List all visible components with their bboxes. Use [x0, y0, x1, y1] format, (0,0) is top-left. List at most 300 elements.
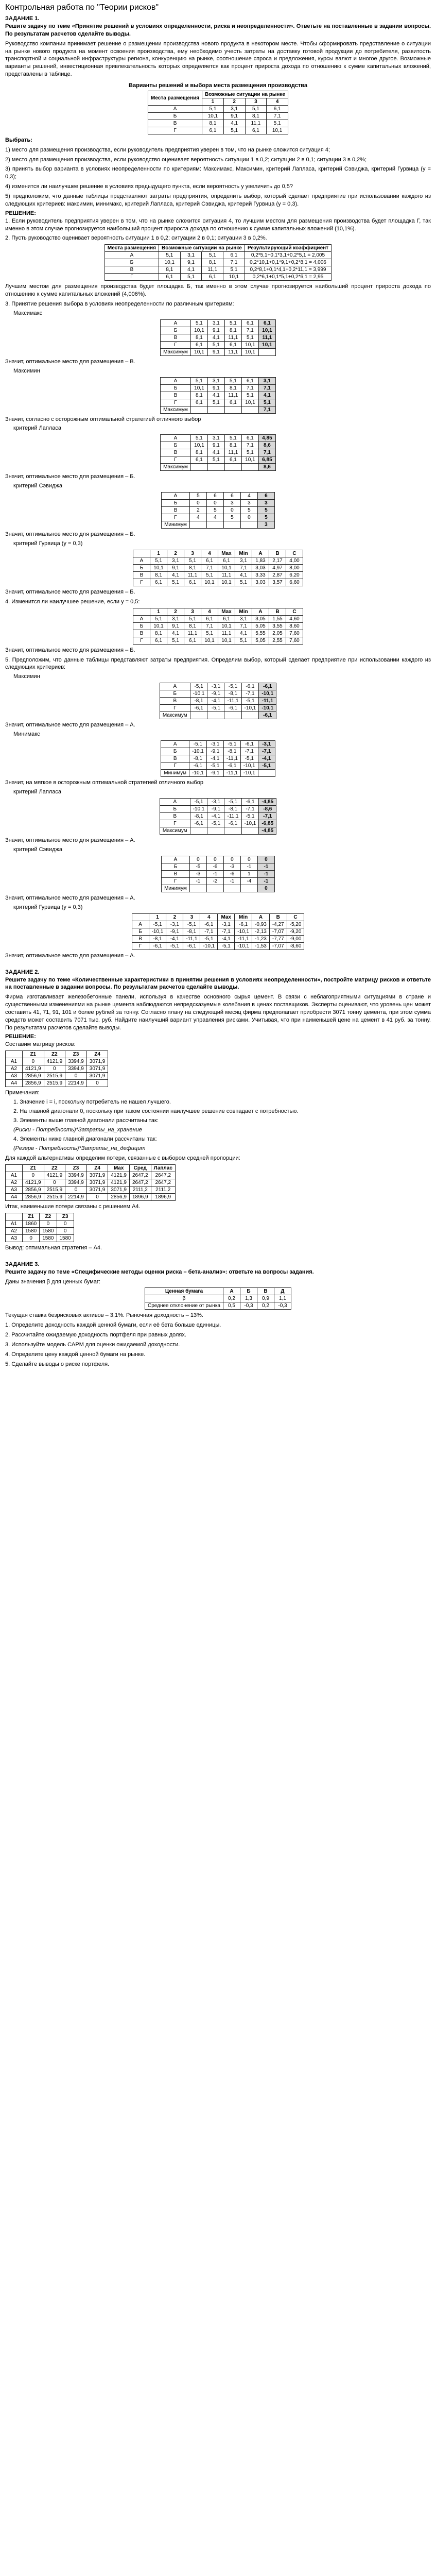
table-cell: 11,1 — [184, 572, 201, 579]
col-header: Места размещения — [104, 245, 159, 252]
table-cell: Г — [133, 579, 150, 586]
column-header: 2 — [167, 550, 184, 557]
table-cell: 11,1 — [224, 334, 241, 341]
table-row — [104, 266, 331, 274]
cost-savage-table — [161, 856, 275, 892]
table-row — [160, 820, 276, 827]
table-cell: -2,13 — [252, 928, 270, 935]
table-row — [160, 705, 276, 712]
table-cell: 7,1 — [258, 384, 275, 392]
table-cell: 0 — [86, 1080, 108, 1087]
table-cell: -8,1 — [190, 813, 207, 820]
table-row — [161, 762, 275, 770]
task3-heading: Решите задачу по теме «Специфические методы оценки риска – бета-анализ»: ответьте на вопросы задания. — [5, 1268, 314, 1275]
table-cell: 2647,2 — [129, 1172, 151, 1179]
table-cell: Г — [132, 942, 149, 950]
table-cell: 8,1 — [150, 630, 167, 637]
table-cell: 10,1 — [223, 274, 245, 281]
table-row — [161, 327, 276, 334]
table-cell: -7,07 — [269, 942, 287, 950]
table-cell: -6,1 — [241, 799, 259, 806]
table-cell: 10,1 — [218, 637, 235, 644]
table-cell: Минимум — [162, 521, 190, 529]
table-cell: 5,1 — [180, 274, 202, 281]
column-header: Z3 — [57, 1213, 74, 1220]
cost-laplace-label: критерий Лапласа — [13, 789, 62, 795]
table-cell: 5,1 — [241, 449, 258, 456]
table-cell: 11,1 — [202, 266, 223, 274]
table-cell: 2 — [189, 507, 206, 514]
table-cell: 5,1 — [241, 392, 258, 399]
table-cell: Г — [148, 127, 202, 134]
laplace-body — [161, 435, 276, 471]
table-cell: 1580 — [40, 1227, 57, 1234]
table-cell: -10,1 — [259, 690, 276, 698]
table-cell: -1 — [240, 863, 257, 870]
table-cell — [190, 464, 207, 471]
table-cell: 8,1 — [184, 622, 201, 630]
table-cell: 1860 — [23, 1220, 40, 1227]
questions-label: Выбрать: — [5, 137, 32, 143]
table-cell: 6,1 — [150, 637, 167, 644]
table-cell: -11,1 — [223, 755, 240, 762]
table-cell: В — [104, 266, 159, 274]
table-cell: 3,1 — [180, 252, 202, 259]
table-cell: Б — [148, 112, 202, 120]
table-row — [162, 521, 275, 529]
table-row — [6, 1058, 108, 1065]
table-cell: 4121,9 — [23, 1065, 44, 1073]
table-cell: -11,1 — [224, 813, 241, 820]
table-cell: 6,1 — [224, 456, 241, 464]
table-cell: A3 — [6, 1073, 23, 1080]
table-cell: 0 — [40, 1220, 57, 1227]
table-cell: 6,1 — [202, 274, 223, 281]
table-cell: -7,1 — [241, 806, 259, 813]
table-cell: 0,9 — [257, 1295, 274, 1302]
table-cell: 7,1 — [241, 384, 258, 392]
table-cell: -5,1 — [224, 683, 241, 690]
table-cell: -3,1 — [258, 741, 275, 748]
task3-line-4: 3. Используйте модель CAPM для оценки ожидаемой доходности. — [5, 1341, 180, 1348]
table-cell: 6,85 — [258, 456, 275, 464]
table-cell: -5,1 — [189, 741, 207, 748]
table-row — [133, 615, 303, 622]
table-cell: 5 — [240, 507, 257, 514]
maximax-body — [161, 319, 276, 355]
table-cell: 3,1 — [167, 557, 184, 565]
table-cell: 3,03 — [252, 579, 269, 586]
note-1: 1. Значение i = i, поскольку потребитель не нашел лучшего. — [13, 1099, 171, 1106]
table-row — [133, 565, 303, 572]
table-cell: 5 — [206, 507, 223, 514]
table-row — [161, 392, 276, 399]
table-cell: 7,1 — [258, 449, 275, 456]
table-row — [161, 770, 275, 777]
table-cell: -10,1 — [190, 806, 207, 813]
table-cell: -7,1 — [240, 748, 258, 755]
table-cell: 2,55 — [269, 637, 286, 644]
table-cell: -7,77 — [269, 935, 287, 942]
savage-label: критерий Сэвиджа — [13, 483, 63, 489]
column-header: Z2 — [44, 1164, 65, 1172]
table-cell: -1,23 — [252, 935, 270, 942]
notes-caption: Примечания: — [5, 1090, 40, 1096]
table-cell: 0 — [57, 1227, 74, 1234]
table-cell: 0 — [240, 514, 257, 521]
table-cell: Максимум — [160, 712, 190, 719]
column-header: B — [269, 608, 286, 615]
table-cell: -5,1 — [149, 921, 166, 928]
table-cell: 6,1 — [159, 274, 180, 281]
col-header: Результирующий коэффициент — [245, 245, 331, 252]
table-cell: 2,05 — [269, 630, 286, 637]
table-cell — [241, 406, 258, 413]
table-cell: -3,1 — [218, 921, 235, 928]
table-row — [162, 856, 275, 863]
table-cell: 5,1 — [235, 579, 252, 586]
table-cell: 0 — [23, 1058, 44, 1065]
table-cell: 3,1 — [207, 319, 224, 327]
beta-body — [145, 1295, 291, 1310]
table-cell: 3,1 — [223, 105, 245, 112]
table-cell: -6,1 — [259, 712, 276, 719]
solution-step-5: 5. Предположим, что данные таблицы представляют затраты предприятия. Определим выбор, который сделает предприятие при использовании каждого из следующих критериев: — [5, 656, 431, 671]
table-cell: 5,55 — [252, 630, 269, 637]
table-cell: 4,1 — [235, 572, 252, 579]
table-cell: 6,1 — [224, 341, 241, 348]
maximax-label: Максимакс — [13, 310, 43, 316]
table-cell: 3 — [257, 500, 274, 507]
table-cell — [224, 406, 241, 413]
matrix-caption: Составим матрицу рисков: — [5, 1041, 76, 1048]
column-header: 4 — [200, 913, 218, 921]
table-cell: 4,1 — [167, 572, 184, 579]
table-cell: -3 — [189, 870, 206, 877]
table-cell: -9,1 — [206, 770, 223, 777]
table-cell: 8,6 — [258, 442, 275, 449]
table-row — [6, 1172, 176, 1179]
table-cell: Б — [162, 863, 190, 870]
table-cell — [190, 827, 207, 835]
col-header-situations: Возможные ситуации на рынке — [202, 91, 288, 98]
table-row — [162, 500, 275, 507]
table-cell: -7,1 — [259, 813, 276, 820]
table-cell: Максимум — [161, 406, 191, 413]
minimax-result: Значит, на мягкое в осторожным оптимальной стратегией отличного выбор — [5, 779, 203, 786]
risk-body — [6, 1172, 176, 1200]
table-cell: 10,1 — [190, 348, 207, 355]
table-cell: 5,1 — [224, 377, 241, 384]
table-cell — [206, 521, 223, 529]
table-cell: 5,1 — [267, 120, 288, 127]
table-cell: Б — [162, 500, 190, 507]
table-row — [162, 493, 275, 500]
column-header: 4 — [201, 550, 218, 557]
table-cell: 5,1 — [201, 572, 218, 579]
table-row — [133, 630, 303, 637]
column-header: Min — [235, 550, 252, 557]
table-row — [148, 127, 288, 134]
table-cell: 9,1 — [207, 442, 224, 449]
table-row — [104, 252, 331, 259]
column-header: Z3 — [65, 1051, 87, 1058]
table-cell: 7,1 — [267, 112, 288, 120]
table-row — [132, 921, 304, 928]
column-header — [133, 550, 150, 557]
table-cell: 8,1 — [150, 572, 167, 579]
table-cell: 3,55 — [269, 622, 286, 630]
table-cell: -5,1 — [258, 762, 275, 770]
table-cell: 6,1 — [190, 341, 207, 348]
table-cell: 1,55 — [269, 615, 286, 622]
savage-body — [162, 493, 275, 529]
table-cell: 3 — [223, 500, 240, 507]
table-cell: Минимум — [161, 770, 189, 777]
maximax-table — [160, 319, 276, 356]
table-cell: -8,1 — [224, 690, 241, 698]
table-cell: 10,1 — [202, 112, 224, 120]
column-header: Max — [218, 608, 235, 615]
table-cell: -1 — [189, 877, 206, 885]
table-cell: -6,1 — [235, 921, 252, 928]
table-cell: В — [162, 870, 190, 877]
table-cell: -6,1 — [241, 683, 259, 690]
table-cell — [224, 712, 241, 719]
table-cell: 11,1 — [218, 572, 235, 579]
table-cell: 5,1 — [150, 615, 167, 622]
table-cell: -7,1 — [218, 928, 235, 935]
table-cell: 10,1 — [159, 259, 180, 266]
table-cell: 4 — [206, 514, 223, 521]
table-cell: -1,53 — [252, 942, 270, 950]
table-cell: -4 — [240, 877, 257, 885]
column-header: Сред — [129, 1164, 151, 1172]
col-num: 3 — [245, 98, 267, 105]
table-cell: -10,1 — [189, 770, 207, 777]
table-cell: 0,2*8,1+0,1*4,1+0,2*11,1 = 3,999 — [245, 266, 331, 274]
table-cell: -8,1 — [223, 748, 240, 755]
table-row — [133, 572, 303, 579]
table-cell: 4121,9 — [108, 1172, 130, 1179]
table-cell: -3,1 — [206, 741, 223, 748]
table-cell: 6,1 — [201, 615, 218, 622]
table-row — [132, 942, 304, 950]
table-cell: 10,1 — [267, 127, 288, 134]
table-cell: 8,6 — [258, 464, 275, 471]
column-header: В — [257, 1288, 274, 1295]
table-cell: β — [145, 1295, 223, 1302]
maximin-body — [161, 377, 276, 413]
table-cell: А — [104, 252, 159, 259]
table-cell: 10,1 — [241, 456, 258, 464]
table-cell: -10,1 — [235, 942, 252, 950]
table-cell: Б — [132, 928, 149, 935]
table-row — [161, 384, 276, 392]
min-caption: Для каждой альтернативы определим потери, связанные с выбором средней пропорции: — [5, 1155, 240, 1162]
cost-hurwicz-body — [132, 921, 304, 950]
table-cell: 8,1 — [190, 392, 207, 399]
table-cell: -5,1 — [224, 799, 241, 806]
table-cell: A3 — [6, 1234, 23, 1242]
table-cell: 6,1 — [218, 557, 235, 565]
table-cell: 0 — [65, 1186, 87, 1193]
table-cell: -1 — [257, 863, 274, 870]
table-cell: -10,1 — [240, 770, 258, 777]
table-row — [148, 120, 288, 127]
col-num: 1 — [202, 98, 224, 105]
maximax-result: Значит, оптимальное место для размещения – В. — [5, 358, 135, 365]
table-cell: 5,1 — [202, 105, 224, 112]
table-cell: Г — [160, 820, 190, 827]
table-cell: A2 — [6, 1227, 23, 1234]
table-cell: 2214,9 — [65, 1080, 87, 1087]
variants-table — [148, 91, 288, 134]
table-cell: -4,27 — [269, 921, 287, 928]
table-cell: 5,1 — [258, 399, 275, 406]
data-caption: Даны значения β для ценных бумаг: — [5, 1278, 101, 1285]
table-cell: 0 — [223, 507, 240, 514]
table-cell — [241, 464, 258, 471]
cost-hurwicz-result: Значит, оптимальное место для размещения – А. — [5, 952, 135, 959]
table-cell: 4,1 — [207, 392, 224, 399]
table-cell: 0 — [86, 1193, 108, 1200]
risk-criteria-table — [5, 1164, 176, 1201]
table-cell: 4,1 — [258, 392, 275, 399]
table-cell: А — [161, 319, 191, 327]
table-cell: -6,1 — [223, 762, 240, 770]
table-cell: А — [132, 921, 149, 928]
table-cell: 5,05 — [252, 637, 269, 644]
decision-table — [5, 1213, 74, 1242]
table-cell — [241, 712, 259, 719]
table-cell: Максимум — [161, 348, 191, 355]
table-cell: 10,1 — [218, 622, 235, 630]
table-cell: 2111,2 — [129, 1186, 151, 1193]
table-cell: 6,1 — [241, 377, 258, 384]
table-cell — [223, 885, 240, 892]
table-cell: 0 — [65, 1073, 87, 1080]
cost-maximin-body — [160, 683, 276, 719]
table-cell: 0 — [189, 500, 206, 507]
table-cell: -10,1 — [149, 928, 166, 935]
table-cell: 6 — [206, 493, 223, 500]
table-cell: 0 — [57, 1220, 74, 1227]
savage-table — [161, 492, 275, 529]
task3-line-5: 4. Определите цену каждой ценной бумаги на рынке. — [5, 1351, 146, 1358]
table-cell: -3 — [223, 863, 240, 870]
table-cell: 11,1 — [245, 120, 267, 127]
table-cell: 2515,9 — [44, 1193, 65, 1200]
table-cell: А — [148, 105, 202, 112]
column-header: Z4 — [86, 1051, 108, 1058]
table-cell: -10,1 — [200, 942, 218, 950]
table-row — [161, 377, 276, 384]
table-cell — [258, 770, 275, 777]
column-header: Z3 — [65, 1164, 87, 1172]
table-cell: 3071,9 — [108, 1186, 130, 1193]
table-cell: Б — [160, 690, 190, 698]
table-row — [160, 683, 276, 690]
table-cell: 3,1 — [207, 377, 224, 384]
task2-label: ЗАДАНИЕ 2. — [5, 969, 40, 975]
table-cell: -6,1 — [189, 762, 207, 770]
table-cell: -9,20 — [287, 928, 304, 935]
table-cell: -1 — [257, 877, 274, 885]
table-cell: 5,1 — [190, 319, 207, 327]
table-cell: 3071,9 — [86, 1058, 108, 1065]
table-cell: -11,1 — [235, 935, 252, 942]
table-cell: 5,1 — [245, 105, 267, 112]
table-cell: 10,1 — [150, 622, 167, 630]
column-header: 1 — [149, 913, 166, 921]
table-cell: 10,1 — [190, 442, 207, 449]
table-row — [160, 799, 276, 806]
task2-solution-label: РЕШЕНИЕ: — [5, 1033, 36, 1040]
table-cell: -6,1 — [190, 820, 207, 827]
table-cell: -6,1 — [149, 942, 166, 950]
table-cell: Б — [133, 565, 150, 572]
table-cell — [189, 885, 206, 892]
hurwicz5-body — [133, 615, 303, 644]
table-cell — [241, 827, 259, 835]
minimax-label: Минимакс — [13, 731, 40, 738]
beta-table — [145, 1287, 291, 1310]
table-cell: 3,57 — [269, 579, 286, 586]
column-header — [6, 1164, 23, 1172]
cost-hurwicz-label: критерий Гурвица (у = 0,3) — [13, 904, 83, 910]
table-row — [161, 348, 276, 355]
table-cell: 1,1 — [274, 1295, 291, 1302]
table-cell: 6,1 — [267, 105, 288, 112]
table-cell: 4,1 — [207, 449, 224, 456]
table-cell: 10,1 — [201, 637, 218, 644]
table-cell: 9,1 — [167, 565, 184, 572]
table-cell: Минимум — [162, 885, 190, 892]
table-cell: -3,1 — [207, 683, 224, 690]
table-cell: 0 — [23, 1172, 44, 1179]
table-cell: -8,1 — [183, 928, 200, 935]
table-cell: 4121,9 — [44, 1058, 65, 1065]
table-row — [161, 755, 275, 762]
task2-text: Фирма изготавливает железобетонные панели, используя в качестве основного сырья цемент. В связи с неблагоприятными ситуациями в стране и существенными изменениями на рынке цемента наблюдаются непредсказуемые колебания в ценах поставщиков. Эксперты оценивают, что уровень цен может составить 41, 71, 91, 101 и более рублей за тонну. Согласно плану на следующий месяц фирма предполагает приобрести 3071 тонну цемента, при этом сумма средств может составить 7071 тыс. руб. Найдите наилучший вариант управления рисками. Учитывая, что при наименьшей цене на цемент в 41 руб. за тонну. По результатам расчетов сделайте выводы. — [5, 994, 431, 1031]
table-cell: 0 — [223, 856, 240, 863]
table-cell: -5,1 — [166, 942, 183, 950]
table-cell: -4,1 — [206, 755, 223, 762]
column-header: Z1 — [23, 1051, 44, 1058]
table-cell: 0 — [257, 856, 274, 863]
table-cell: -4,1 — [207, 698, 224, 705]
table-cell: 4,97 — [269, 565, 286, 572]
table-cell: -5 — [189, 863, 206, 870]
table-cell: А — [133, 557, 150, 565]
table-cell: 2647,2 — [151, 1179, 175, 1186]
table-cell: 5,1 — [207, 399, 224, 406]
table-row — [133, 557, 303, 565]
table-row — [160, 827, 276, 835]
table-row — [6, 1179, 176, 1186]
table-row — [6, 1193, 176, 1200]
table-cell: 2214,9 — [65, 1193, 87, 1200]
table-cell: Б — [161, 327, 191, 334]
table-cell: 7,1 — [258, 406, 275, 413]
table-cell: Б — [133, 622, 150, 630]
table-row — [133, 579, 303, 586]
table-cell: -8,1 — [190, 698, 207, 705]
table-cell: 6,1 — [218, 615, 235, 622]
table-cell: -5,1 — [223, 741, 240, 748]
table-row — [132, 935, 304, 942]
